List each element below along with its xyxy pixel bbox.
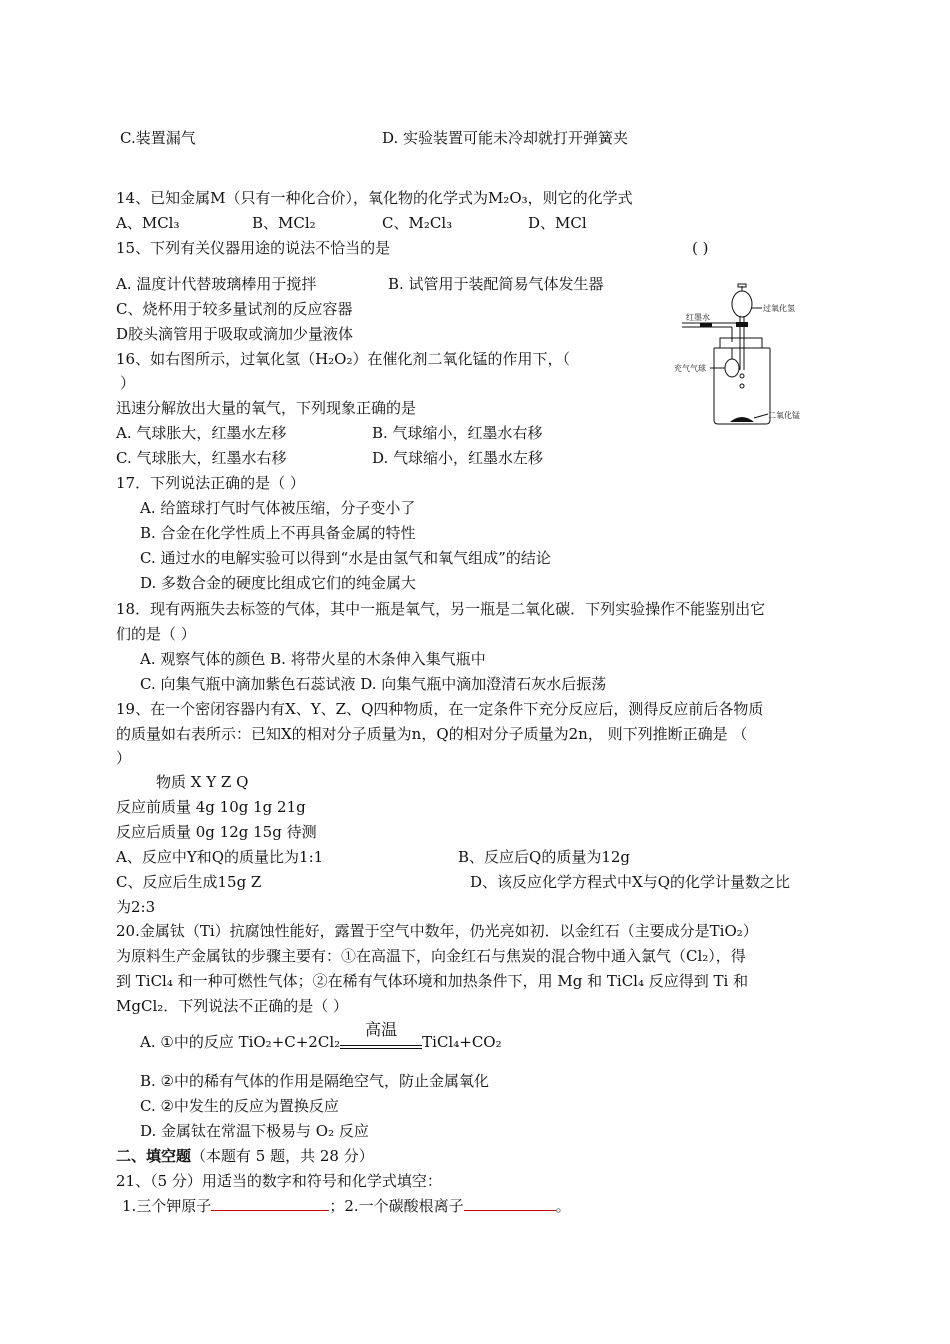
q15-option-c: C、烧杯用于较多量试剂的反应容器 xyxy=(116,300,353,318)
q15-option-b: B. 试管用于装配简易气体发生器 xyxy=(388,275,604,293)
q15-option-d: D胶头滴管用于吸取或滴加少量液体 xyxy=(116,325,354,343)
reaction-condition-text: 高温 xyxy=(365,1020,398,1039)
label-balloon: 充气气球 xyxy=(674,364,706,373)
q17-option-b: B. 合金在化学性质上不再具备金属的特性 xyxy=(140,524,416,542)
q19-stem-line2: 的质量如右表所示：已知X的相对分子质量为n，Q的相对分子质量为2n， 则下列推断正确是 （ xyxy=(116,725,748,743)
q17-stem: 17．下列说法正确的是（ ） xyxy=(116,474,305,492)
q17-option-d: D. 多数合金的硬度比组成它们的纯金属大 xyxy=(140,574,417,592)
q19-option-d-cont: 为2:3 xyxy=(116,898,156,916)
q19-table-before: 反应前质量 4g 10g 1g 21g xyxy=(116,798,306,816)
q19-stem-line3: ） xyxy=(116,749,132,767)
label-red-ink: 红墨水 xyxy=(686,313,710,322)
q19-option-c: C、反应后生成15g Z xyxy=(116,873,262,891)
q16-stem-line3: 迅速分解放出大量的氧气，下列现象正确的是 xyxy=(116,399,417,417)
q19-table-after: 反应后质量 0g 12g 15g 待测 xyxy=(116,823,317,841)
q14-option-a: A、MCl₃ xyxy=(116,214,180,232)
q21-item1-blank[interactable] xyxy=(211,1196,329,1211)
label-h2o2: 过氧化氢 xyxy=(763,304,795,313)
q20-option-d: D. 金属钛在常温下极易与 O₂ 反应 xyxy=(140,1122,369,1140)
q20-option-c: C. ②中发生的反应为置换反应 xyxy=(140,1097,339,1115)
q15-stem: 15、下列有关仪器用途的说法不恰当的是 xyxy=(116,239,391,257)
balloon xyxy=(725,359,739,377)
q21-end: 。 xyxy=(555,1197,571,1215)
label-mno2: 二氧化锰 xyxy=(768,411,800,420)
q19-option-b: B、反应后Q的质量为12g xyxy=(458,848,631,866)
q16-option-a: A. 气球胀大，红墨水左移 xyxy=(116,424,287,442)
q16-stem-line1: 16、如右图所示，过氧化氢（H₂O₂）在催化剂二氧化锰的作用下，（ xyxy=(116,350,570,368)
q14-stem: 14、已知金属M（只有一种化合价），氧化物的化学式为M₂O₃，则它的化学式 xyxy=(116,189,633,207)
q14-option-b: B、MCl₂ xyxy=(252,214,316,232)
q19-table-header: 物质 X Y Z Q xyxy=(156,773,249,791)
reaction-condition-arrow xyxy=(340,1020,422,1052)
q21-item1-label: 1.三个钾原子 xyxy=(122,1197,212,1215)
q18-stem-line1: 18．现有两瓶失去标签的气体，其中一瓶是氧气，另一瓶是二氧化碳．下列实验操作不能鉴别出它 xyxy=(116,600,766,618)
bottle-stopper xyxy=(720,338,762,348)
q14-option-c: C、M₂Cl₃ xyxy=(382,214,453,232)
reaction-bottle xyxy=(714,348,770,424)
q20-a-products: TiCl₄+CO₂ xyxy=(422,1033,502,1051)
q20-stem-line2: 为原料生产金属钛的步骤主要有：①在高温下，向金红石与焦炭的混合物中通入氯气（Cl₂），得 xyxy=(116,947,746,965)
q18-options-cd: C. 向集气瓶中滴加紫色石蕊试液 D. 向集气瓶中滴加澄清石灰水后振荡 xyxy=(140,675,607,693)
q14-option-d: D、MCl xyxy=(528,214,587,232)
q20-option-a xyxy=(140,1020,502,1052)
q20-stem-line4: MgCl₂．下列说法不正确的是（ ） xyxy=(116,997,349,1015)
q20-a-reactants: A. ①中的反应 TiO₂+C+2Cl₂ xyxy=(140,1033,341,1051)
section-2-note: （本题有 5 题，共 28 分） xyxy=(191,1147,374,1165)
q19-stem-line1: 19、在一个密闭容器内有X、Y、Z、Q四种物质，在一定条件下充分反应后，测得反应前后各物质 xyxy=(116,700,764,718)
q16-option-d: D. 气球缩小，红墨水左移 xyxy=(372,449,544,467)
q18-options-ab: A. 观察气体的颜色 B. 将带火星的木条伸入集气瓶中 xyxy=(140,650,486,668)
section-2-heading xyxy=(116,1146,374,1166)
q16-stem-line2: ） xyxy=(120,374,136,392)
q21-items xyxy=(122,1196,571,1216)
section-2-title: 二、填空题 xyxy=(116,1147,192,1165)
q21-item2-label: ；2.一个碳酸根离子 xyxy=(329,1197,464,1215)
q17-option-c: C. 通过水的电解实验可以得到“水是由氢气和氧气组成”的结论 xyxy=(140,549,551,567)
separatory-funnel-bulb xyxy=(732,291,752,317)
q16-option-b: B. 气球缩小，红墨水右移 xyxy=(372,424,543,442)
q20-option-b: B. ②中的稀有气体的作用是隔绝空气，防止金属氧化 xyxy=(140,1072,490,1090)
q13-option-d: D. 实验装置可能未冷却就打开弹簧夹 xyxy=(382,129,629,147)
q15-answer-paren: ( ) xyxy=(692,239,709,257)
q15-option-a: A. 温度计代替玻璃棒用于搅拌 xyxy=(116,275,317,293)
q18-stem-line2: 们的是（ ） xyxy=(116,625,196,643)
q19-option-d: D、该反应化学方程式中X与Q的化学计量数之比 xyxy=(470,873,791,891)
q19-option-a: A、反应中Y和Q的质量比为1:1 xyxy=(116,848,324,866)
h2o2-apparatus-diagram xyxy=(670,282,820,430)
mno2-pile xyxy=(730,417,754,422)
q20-stem-line3: 到 TiCl₄ 和一种可燃性气体；②在稀有气体环境和加热条件下，用 Mg 和 TiCl₄ 反应得到 Ti 和 xyxy=(116,972,749,990)
q21-stem: 21、（5 分）用适当的数字和符号和化学式填空： xyxy=(116,1172,442,1190)
q17-option-a: A. 给篮球打气时气体被压缩，分子变小了 xyxy=(140,499,416,517)
q13-option-c: C.装置漏气 xyxy=(120,129,196,147)
q20-stem-line1: 20.金属钛（Ti）抗腐蚀性能好，露置于空气中数年，仍光亮如初．以金红石（主要成分是TiO₂） xyxy=(116,922,758,940)
q21-item2-blank[interactable] xyxy=(464,1196,556,1211)
q16-option-c: C. 气球胀大，红墨水右移 xyxy=(116,449,287,467)
